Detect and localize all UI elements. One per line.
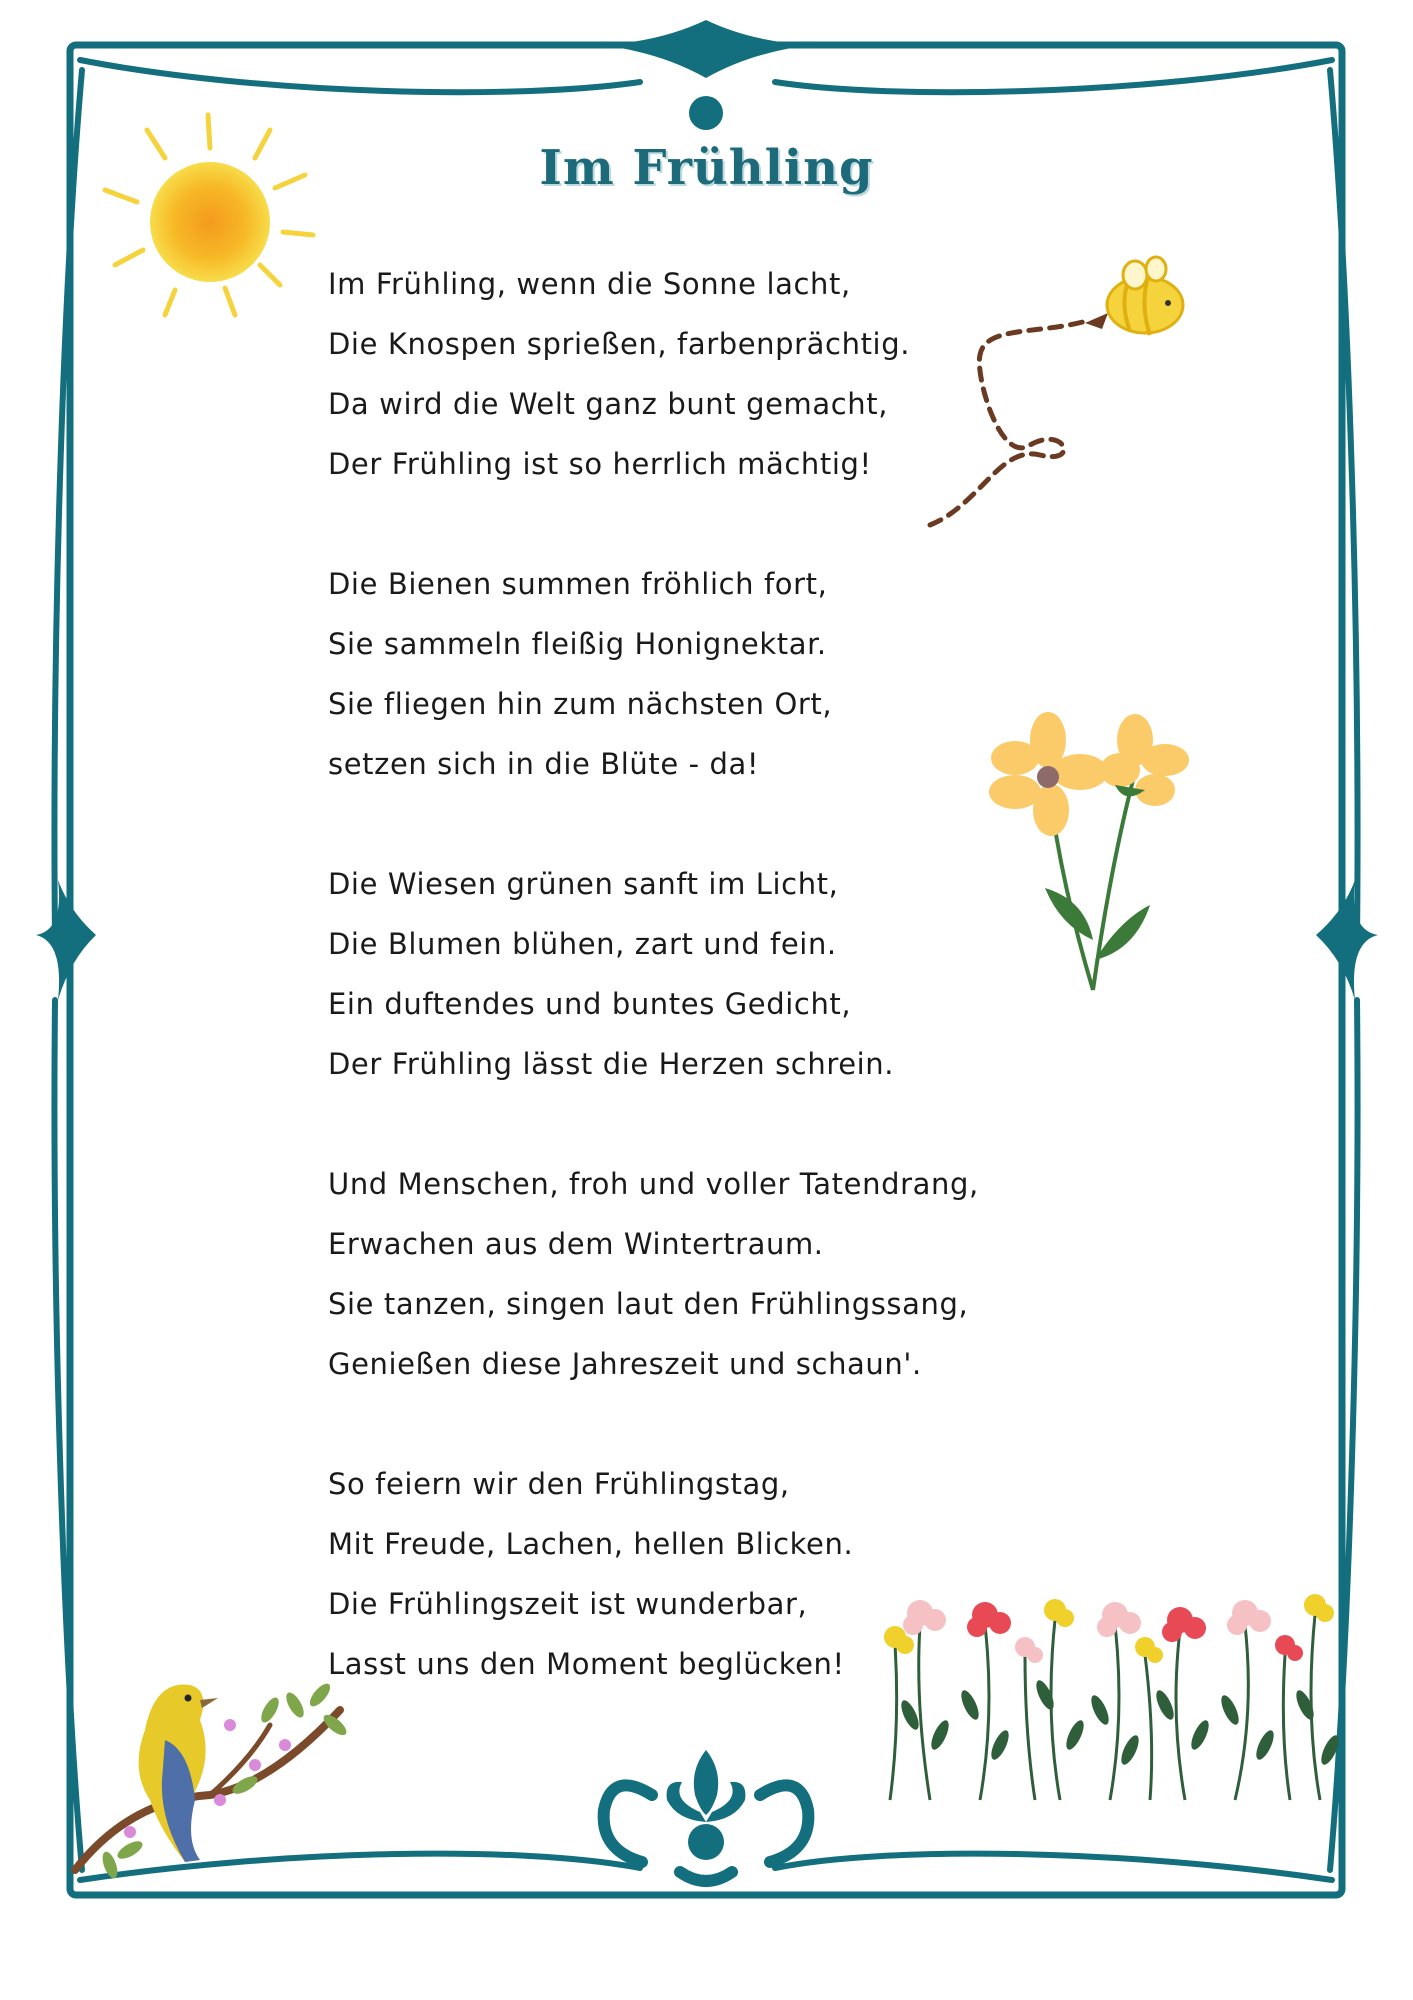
poem-line: Und Menschen, froh und voller Tatendrang, [328, 1167, 979, 1201]
poem-line: Der Frühling lässt die Herzen schrein. [328, 1047, 895, 1081]
poem-line: Lasst uns den Moment beglücken! [328, 1647, 845, 1681]
poem-line: Der Frühling ist so herrlich mächtig! [328, 447, 872, 481]
poem-line: Genießen diese Jahreszeit und schaun'. [328, 1347, 922, 1381]
poem-line: Im Frühling, wenn die Sonne lacht, [328, 267, 851, 301]
poem-line: Sie tanzen, singen laut den Frühlingssang, [328, 1287, 969, 1321]
poem-body [328, 254, 1048, 1754]
poem-line: Die Bienen summen fröhlich fort, [328, 567, 828, 601]
stanza [328, 554, 1048, 794]
stanza [328, 854, 1048, 1094]
poem-line: Mit Freude, Lachen, hellen Blicken. [328, 1527, 854, 1561]
poem-line: Sie fliegen hin zum nächsten Ort, [328, 687, 833, 721]
poem-line: Da wird die Welt ganz bunt gemacht, [328, 387, 889, 421]
poem-line: Erwachen aus dem Wintertraum. [328, 1227, 824, 1261]
poem-title: Im Frühling [539, 140, 874, 196]
poem-line: So feiern wir den Frühlingstag, [328, 1467, 790, 1501]
stanza [328, 1154, 1048, 1394]
bird-icon [70, 1650, 360, 1880]
poem-line: Sie sammeln fleißig Honignektar. [328, 627, 827, 661]
poem-line: Die Blumen blühen, zart und fein. [328, 927, 837, 961]
poem-line: Die Knospen sprießen, farbenprächtig. [328, 327, 911, 361]
poem-line: Ein duftendes und buntes Gedicht, [328, 987, 852, 1021]
stanza [328, 1454, 1048, 1694]
stanza [328, 254, 1048, 494]
poem-line: setzen sich in die Blüte - da! [328, 747, 760, 781]
poem-line: Die Wiesen grünen sanft im Licht, [328, 867, 839, 901]
poem-line: Die Frühlingszeit ist wunderbar, [328, 1587, 808, 1621]
